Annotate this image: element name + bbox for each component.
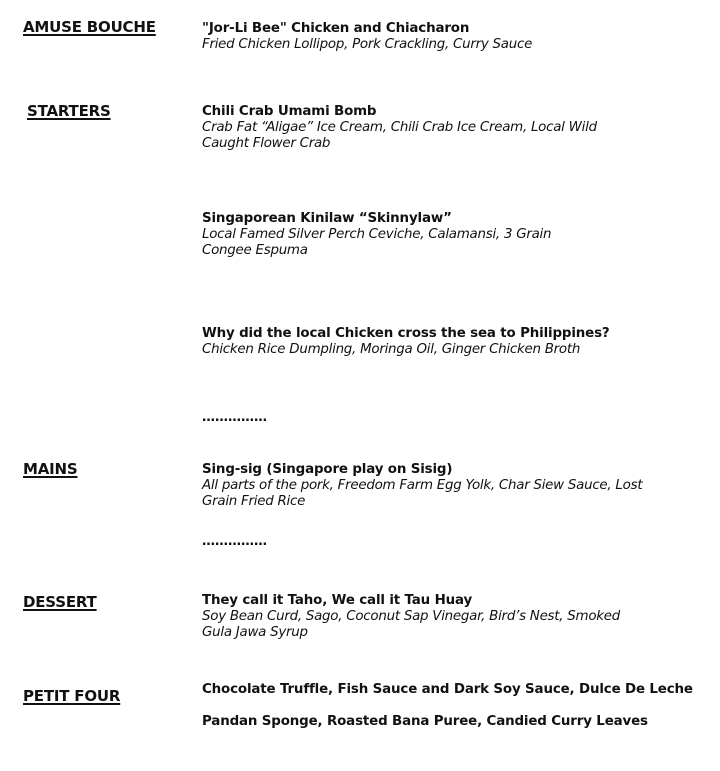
item-description-line: Local Famed Silver Perch Ceviche, Calamansi, 3 Grain — [202, 227, 552, 242]
menu-item-dessert — [202, 593, 702, 641]
item-title: Sing-sig (Singapore play on Sisig) — [202, 462, 453, 477]
item-title: "Jor-Li Bee" Chicken and Chiacharon — [202, 21, 470, 36]
menu-item-petit-four-2 — [202, 714, 702, 730]
item-description-line: Crab Fat “Aligae” Ice Cream, Chili Crab Ice Cream, Local Wild — [202, 120, 597, 135]
menu-item-amuse-bouche — [202, 21, 702, 53]
separator-dots: …………… — [202, 410, 267, 425]
item-title: They call it Taho, We call it Tau Huay — [202, 593, 473, 608]
item-title: Why did the local Chicken cross the sea to Philippines? — [202, 326, 610, 341]
item-description-line: Chicken Rice Dumpling, Moringa Oil, Ginger Chicken Broth — [202, 342, 581, 357]
section-title-amuse-bouche: AMUSE BOUCHE — [23, 18, 156, 36]
separator-dots: …………… — [202, 534, 267, 549]
menu-item-starter-2 — [202, 211, 702, 259]
section-title-dessert: DESSERT — [23, 593, 97, 611]
item-title: Singaporean Kinilaw “Skinnylaw” — [202, 211, 452, 226]
section-title-starters: STARTERS — [27, 102, 111, 120]
item-description: Fried Chicken Lollipop, Pork Crackling, Curry Sauce — [202, 37, 533, 52]
menu-item-starter-3 — [202, 326, 702, 358]
item-description-line: Soy Bean Curd, Sago, Coconut Sap Vinegar, Bird’s Nest, Smoked — [202, 609, 621, 624]
section-title-mains: MAINS — [23, 460, 78, 478]
menu-item-starter-1 — [202, 104, 702, 152]
item-description-line: All parts of the pork, Freedom Farm Egg Yolk, Char Siew Sauce, Lost — [202, 478, 643, 493]
item-description-line: Gula Jawa Syrup — [202, 625, 308, 640]
item-title: Chocolate Truffle, Fish Sauce and Dark Soy Sauce, Dulce De Leche — [202, 682, 693, 697]
item-title: Chili Crab Umami Bomb — [202, 104, 377, 119]
item-title: Pandan Sponge, Roasted Bana Puree, Candied Curry Leaves — [202, 714, 648, 729]
menu-item-petit-four-1 — [202, 682, 702, 698]
menu-item-main — [202, 462, 702, 510]
item-description-line: Caught Flower Crab — [202, 136, 331, 151]
section-title-petit-four: PETIT FOUR — [23, 687, 121, 705]
item-description-line: Grain Fried Rice — [202, 494, 306, 509]
item-description-line: Congee Espuma — [202, 243, 308, 258]
